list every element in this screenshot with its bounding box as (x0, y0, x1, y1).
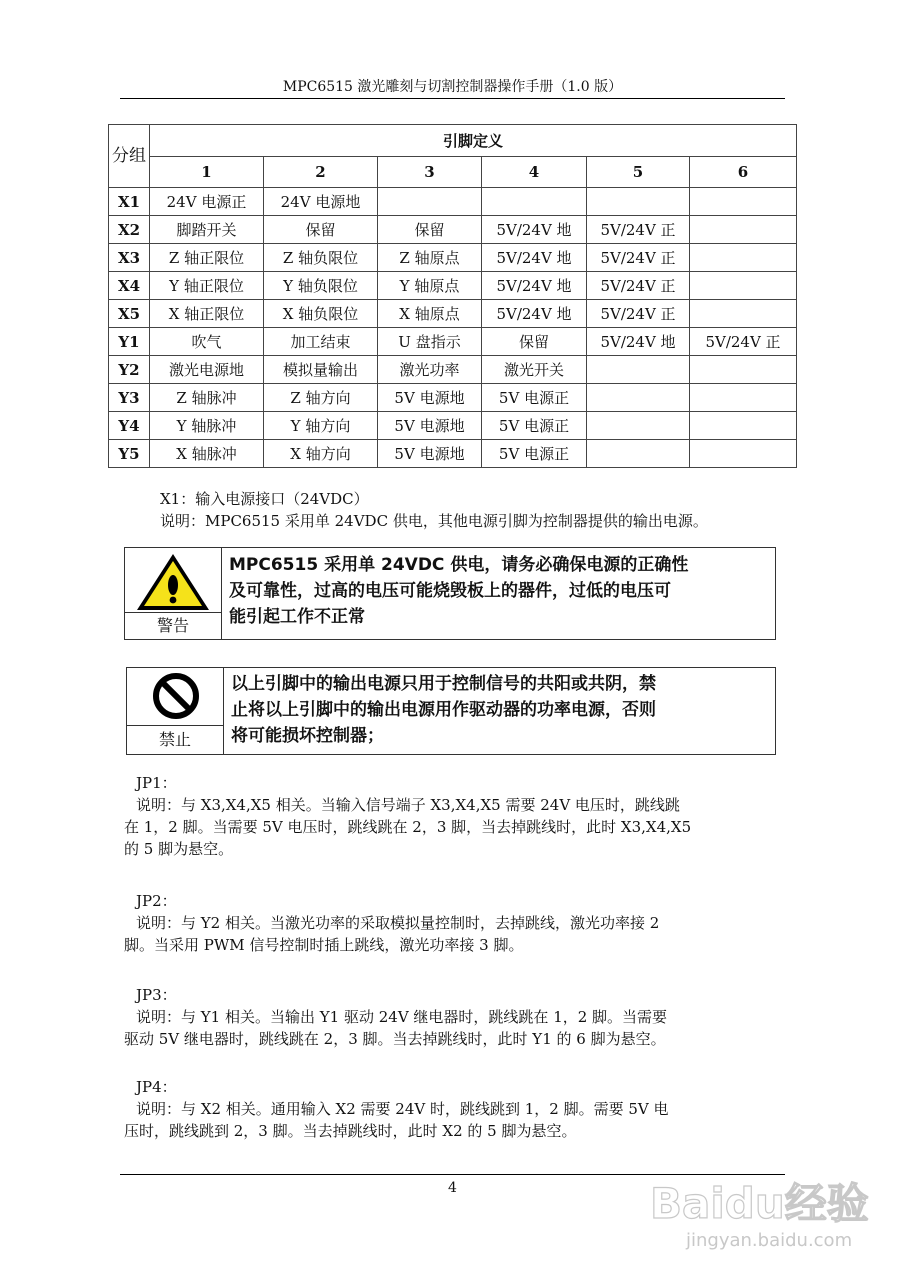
prohibited-icon (152, 672, 200, 720)
table-row (109, 412, 797, 440)
prohibit-line: 将可能损坏控制器； (231, 726, 384, 746)
table-cell: 加工结束 (264, 328, 378, 356)
jumper-block (124, 984, 786, 1050)
warning-line: MPC6515 采用单 24VDC 供电，请务必确保电源的正确性 (229, 555, 689, 575)
row-group-id: X1 (109, 188, 150, 216)
baidu-jingyan-watermark (640, 1166, 870, 1262)
table-cell (587, 188, 690, 216)
row-group-id: Y1 (109, 328, 150, 356)
table-cell: 激光开关 (482, 356, 587, 384)
prohibit-icon-cell (127, 668, 224, 754)
table-cell: U 盘指示 (378, 328, 482, 356)
table-cell: 5V/24V 地 (482, 300, 587, 328)
watermark-brand: Baidu经验 (650, 1179, 869, 1228)
table-row (109, 272, 797, 300)
column-number: 2 (264, 157, 378, 188)
table-cell: 5V/24V 正 (587, 216, 690, 244)
table-cell: 保留 (264, 216, 378, 244)
table-cell: 5V 电源正 (482, 440, 587, 468)
table-cell: X 轴方向 (264, 440, 378, 468)
table-cell: X 轴脉冲 (150, 440, 264, 468)
table-cell: 吹气 (150, 328, 264, 356)
table-cell: 激光功率 (378, 356, 482, 384)
watermark-url: jingyan.baidu.com (686, 1230, 853, 1251)
jumper-line: 说明：与 Y2 相关。当激光功率的采取模拟量控制时，去掉跳线，激光功率接 2 (136, 914, 660, 932)
jumper-line: 说明：与 X2 相关。通用输入 X2 需要 24V 时，跳线跳到 1，2 脚。需要 5V 电 (136, 1100, 669, 1118)
table-cell: Z 轴方向 (264, 384, 378, 412)
table-cell (690, 384, 797, 412)
pin-definition-header: 引脚定义 (150, 125, 797, 157)
row-group-id: Y4 (109, 412, 150, 440)
table-cell (690, 412, 797, 440)
table-cell: Z 轴正限位 (150, 244, 264, 272)
warning-triangle-icon (135, 552, 211, 612)
pin-definition-table (108, 124, 797, 468)
table-cell: Y 轴负限位 (264, 272, 378, 300)
row-group-id: Y5 (109, 440, 150, 468)
x1-title: X1：输入电源接口（24VDC） (160, 490, 369, 508)
table-cell: Y 轴原点 (378, 272, 482, 300)
jumper-line: 说明：与 X3,X4,X5 相关。当输入信号端子 X3,X4,X5 需要 24V 电压时，跳线跳 (136, 796, 680, 814)
column-number: 1 (150, 157, 264, 188)
table-cell (690, 244, 797, 272)
jumper-line: 脚。当采用 PWM 信号控制时插上跳线，激光功率接 3 脚。 (124, 936, 524, 954)
table-cell: 5V/24V 正 (587, 300, 690, 328)
table-cell: Y 轴方向 (264, 412, 378, 440)
table-cell: 5V 电源正 (482, 384, 587, 412)
table-cell: 5V/24V 地 (587, 328, 690, 356)
table-row (109, 384, 797, 412)
prohibit-text (231, 671, 769, 749)
table-cell: Z 轴负限位 (264, 244, 378, 272)
page-number: 4 (448, 1180, 457, 1196)
table-cell: 5V 电源地 (378, 384, 482, 412)
table-row (109, 216, 797, 244)
jumper-line: 在 1，2 脚。当需要 5V 电压时，跳线跳在 2，3 脚，当去掉跳线时，此时 X3,X4,X5 (124, 818, 692, 836)
table-cell: 5V/24V 正 (587, 244, 690, 272)
x1-description: 说明：MPC6515 采用单 24VDC 供电，其他电源引脚为控制器提供的输出电源。 (160, 512, 708, 530)
table-cell: 5V/24V 正 (587, 272, 690, 300)
table-cell: Y 轴脉冲 (150, 412, 264, 440)
jumper-line: 压时，跳线跳到 2，3 脚。当去掉跳线时，此时 X2 的 5 脚为悬空。 (124, 1122, 577, 1140)
jumper-title: JP4： (136, 1078, 177, 1096)
table-cell: Y 轴正限位 (150, 272, 264, 300)
table-cell: 模拟量输出 (264, 356, 378, 384)
table-cell (587, 356, 690, 384)
table-cell: 24V 电源地 (264, 188, 378, 216)
table-cell: X 轴负限位 (264, 300, 378, 328)
prohibit-box (126, 667, 776, 755)
table-cell (587, 384, 690, 412)
warning-text (229, 552, 769, 630)
table-row (109, 328, 797, 356)
warning-label: 警告 (125, 612, 221, 639)
prohibit-line: 以上引脚中的输出电源只用于控制信号的共阳或共阴，禁 (231, 674, 656, 694)
table-cell: 5V 电源正 (482, 412, 587, 440)
jumper-title: JP2： (136, 892, 177, 910)
table-row (109, 440, 797, 468)
table-cell (587, 440, 690, 468)
table-cell: 5V/24V 地 (482, 244, 587, 272)
row-group-id: Y2 (109, 356, 150, 384)
row-group-id: X2 (109, 216, 150, 244)
column-number: 6 (690, 157, 797, 188)
table-cell (378, 188, 482, 216)
table-cell: 5V 电源地 (378, 412, 482, 440)
table-cell: 5V/24V 地 (482, 216, 587, 244)
table-row (109, 300, 797, 328)
warning-line: 及可靠性，过高的电压可能烧毁板上的器件，过低的电压可 (229, 581, 671, 601)
table-cell: X 轴原点 (378, 300, 482, 328)
table-cell: 脚踏开关 (150, 216, 264, 244)
table-cell (482, 188, 587, 216)
warning-box (124, 547, 776, 640)
table-cell: 5V/24V 正 (690, 328, 797, 356)
table-cell (690, 216, 797, 244)
column-number: 4 (482, 157, 587, 188)
row-group-id: X4 (109, 272, 150, 300)
group-label: 分组 (112, 145, 146, 166)
table-cell: 保留 (378, 216, 482, 244)
column-number: 3 (378, 157, 482, 188)
table-row (109, 356, 797, 384)
table-cell: X 轴正限位 (150, 300, 264, 328)
table-cell (690, 272, 797, 300)
group-header (109, 125, 150, 188)
table-row (109, 188, 797, 216)
warning-icon-cell (125, 548, 222, 639)
jumper-block (124, 890, 786, 956)
table-cell: 5V 电源地 (378, 440, 482, 468)
page-header: MPC6515 激光雕刻与切割控制器操作手册（1.0 版） (282, 79, 623, 95)
table-cell: 激光电源地 (150, 356, 264, 384)
table-cell (587, 412, 690, 440)
table-cell: 24V 电源正 (150, 188, 264, 216)
column-number: 5 (587, 157, 690, 188)
table-cell: 5V/24V 地 (482, 272, 587, 300)
row-group-id: X5 (109, 300, 150, 328)
jumper-line: 的 5 脚为悬空。 (124, 840, 234, 858)
table-cell: Z 轴原点 (378, 244, 482, 272)
prohibit-line: 止将以上引脚中的输出电源用作驱动器的功率电源，否则 (231, 700, 656, 720)
row-group-id: Y3 (109, 384, 150, 412)
prohibit-label: 禁止 (127, 725, 223, 754)
table-cell (690, 356, 797, 384)
header-rule (120, 98, 785, 99)
jumper-title: JP1： (136, 774, 177, 792)
table-cell (690, 440, 797, 468)
jumper-line: 说明：与 Y1 相关。当输出 Y1 驱动 24V 继电器时，跳线跳在 1，2 脚。当需要 (136, 1008, 668, 1026)
jumper-block (124, 1076, 786, 1142)
jumper-title: JP3： (136, 986, 177, 1004)
row-group-id: X3 (109, 244, 150, 272)
table-cell (690, 188, 797, 216)
jumper-line: 驱动 5V 继电器时，跳线跳在 2，3 脚。当去掉跳线时，此时 Y1 的 6 脚为悬空。 (124, 1030, 666, 1048)
table-cell (690, 300, 797, 328)
table-cell: 保留 (482, 328, 587, 356)
warning-line: 能引起工作不正常 (229, 607, 365, 627)
table-cell: Z 轴脉冲 (150, 384, 264, 412)
table-row (109, 244, 797, 272)
jumper-block (124, 772, 786, 860)
